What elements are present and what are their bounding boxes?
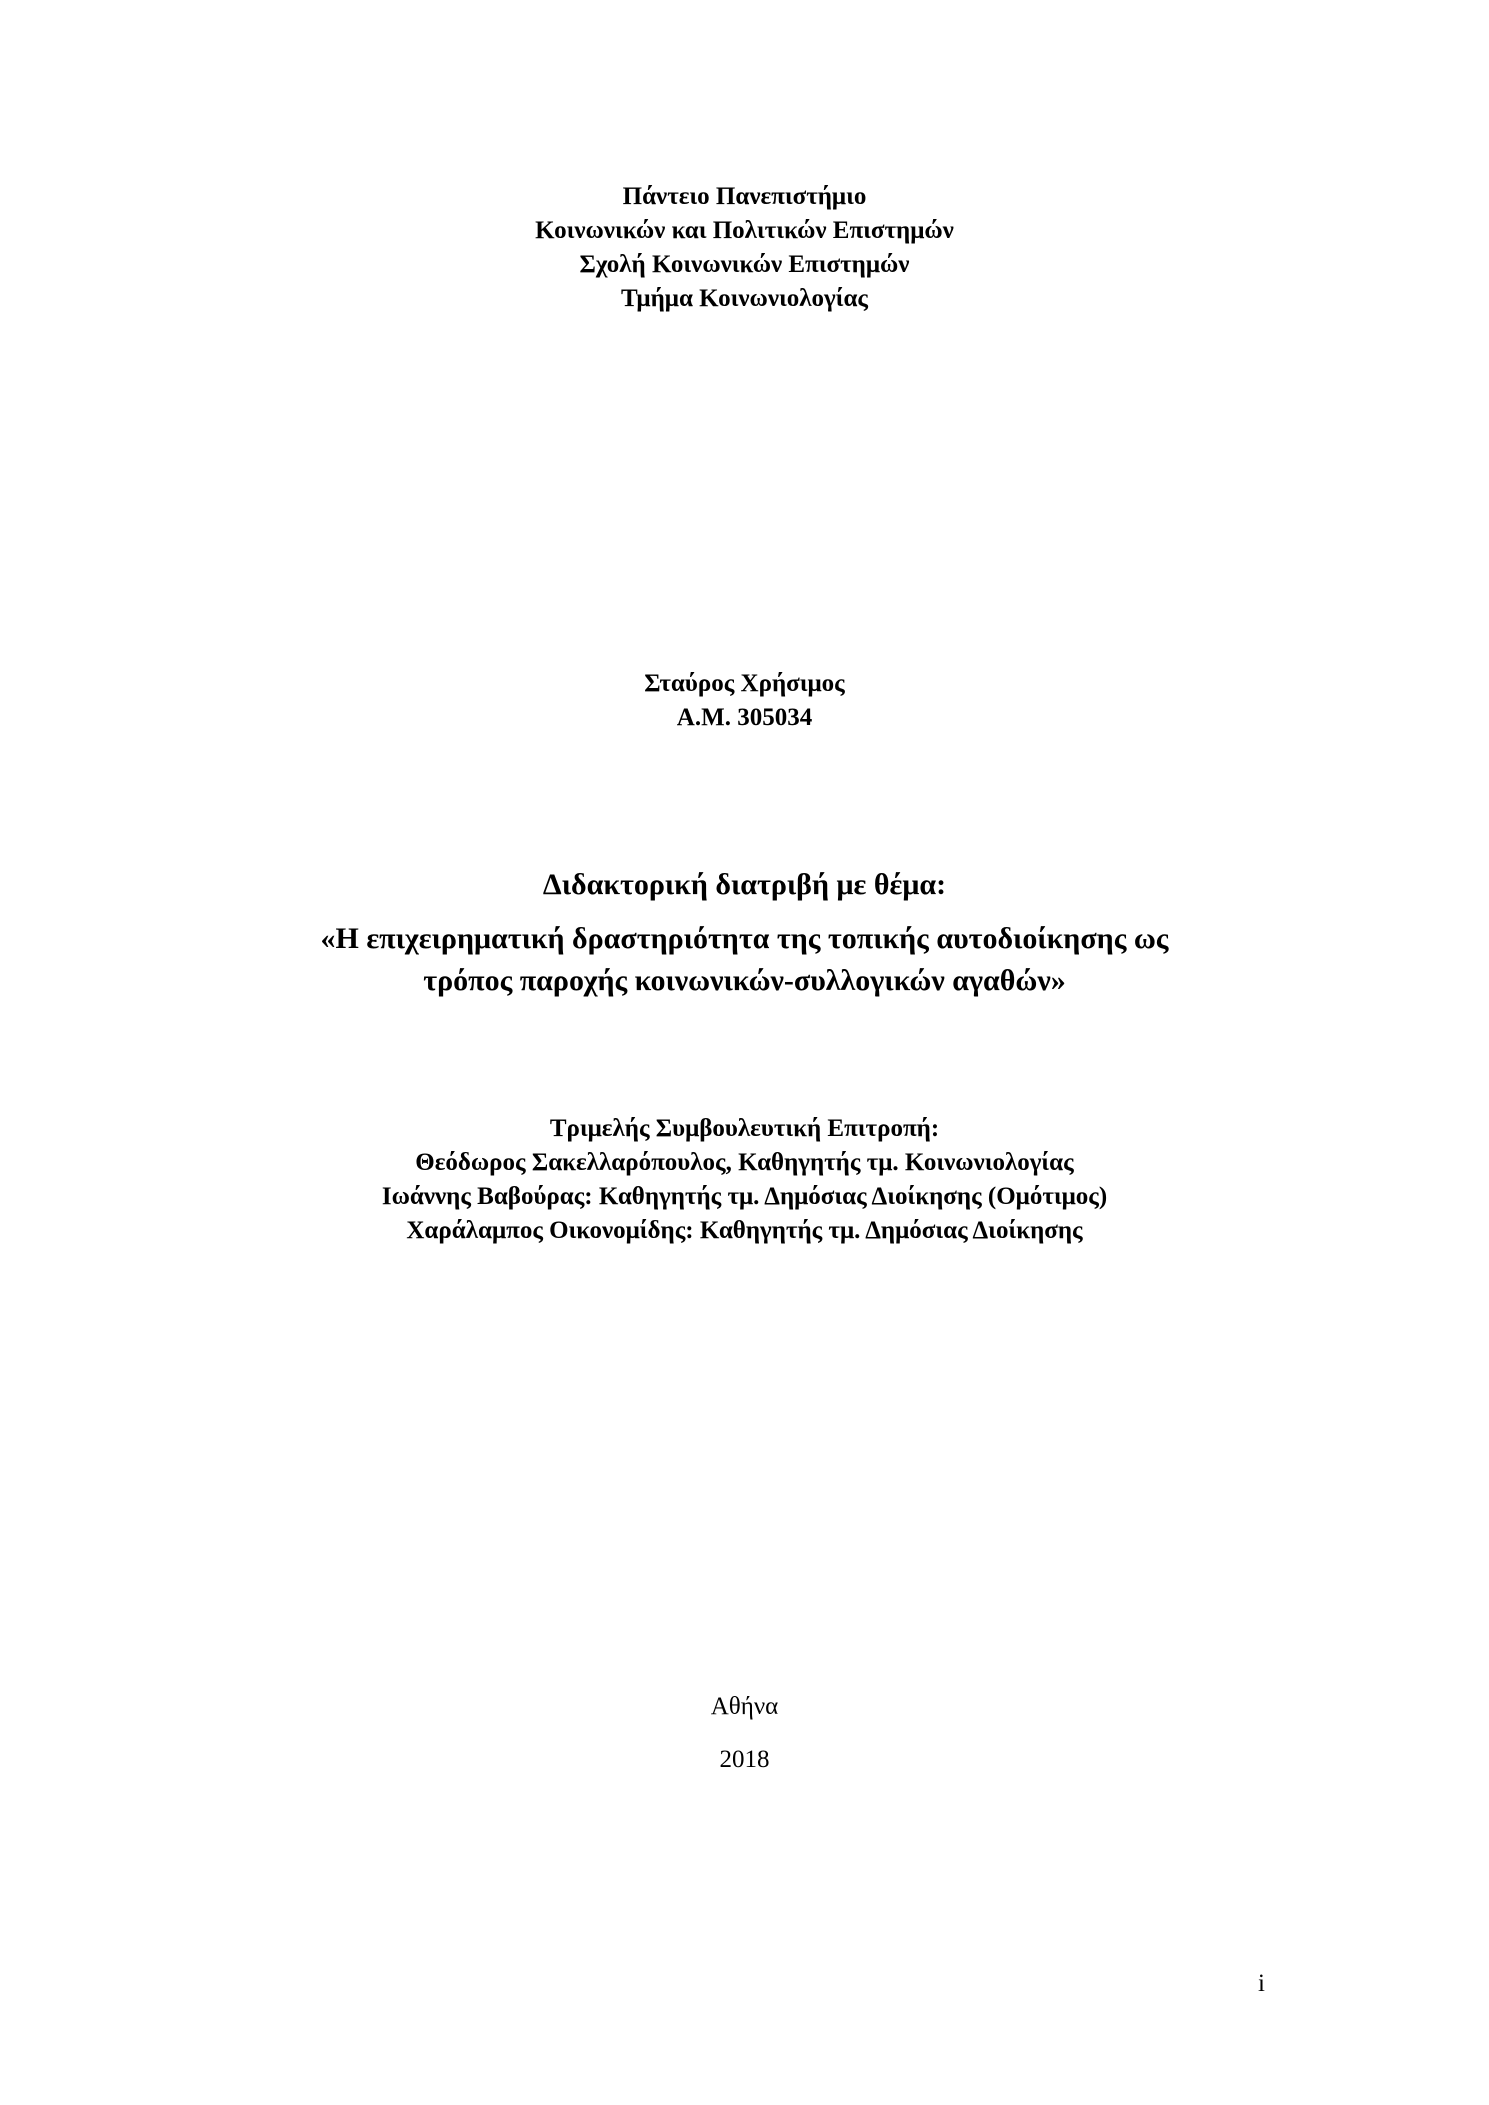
author-name: Σταύρος Χρήσιμος — [644, 670, 845, 697]
committee-heading: Τριμελής Συμβουλευτική Επιτροπή: — [549, 1115, 940, 1142]
thesis-title — [0, 918, 1489, 1002]
place — [0, 1690, 1489, 1724]
thesis-label-text: Διδακτορική διατριβή με θέμα: — [542, 868, 947, 901]
university-subtitle: Κοινωνικών και Πολιτικών Επιστημών — [535, 217, 954, 244]
page-number: i — [1258, 1970, 1265, 1997]
thesis-title-line: τρόπος παροχής κοινωνικών-συλλογικών αγαθών» — [423, 964, 1066, 997]
place-text: Αθήνα — [710, 1693, 779, 1720]
thesis-title-line: «Η επιχειρηματική δραστηριότητα της τοπικής αυτοδιοίκησης ως — [320, 922, 1169, 955]
institution-header — [0, 180, 1489, 316]
department-name: Τμήμα Κοινωνιολογίας — [621, 285, 868, 312]
committee-block — [0, 1112, 1489, 1248]
committee-member: Θεόδωρος Σακελλαρόπουλος, Καθηγητής τμ. Κοινωνιολογίας — [415, 1149, 1074, 1176]
registration-number: Α.Μ. 305034 — [676, 704, 813, 731]
year-text: 2018 — [719, 1746, 770, 1773]
author-block — [0, 667, 1489, 735]
committee-member: Ιωάννης Βαβούρας: Καθηγητής τμ. Δημόσιας Διοίκησης (Ομότιμος) — [381, 1183, 1108, 1210]
school-name: Σχολή Κοινωνικών Επιστημών — [579, 251, 910, 278]
thesis-label — [0, 866, 1489, 904]
university-name: Πάντειο Πανεπιστήμιο — [622, 183, 867, 210]
year — [0, 1743, 1489, 1777]
committee-member: Χαράλαμπος Οικονομίδης: Καθηγητής τμ. Δημόσιας Διοίκησης — [406, 1217, 1083, 1244]
